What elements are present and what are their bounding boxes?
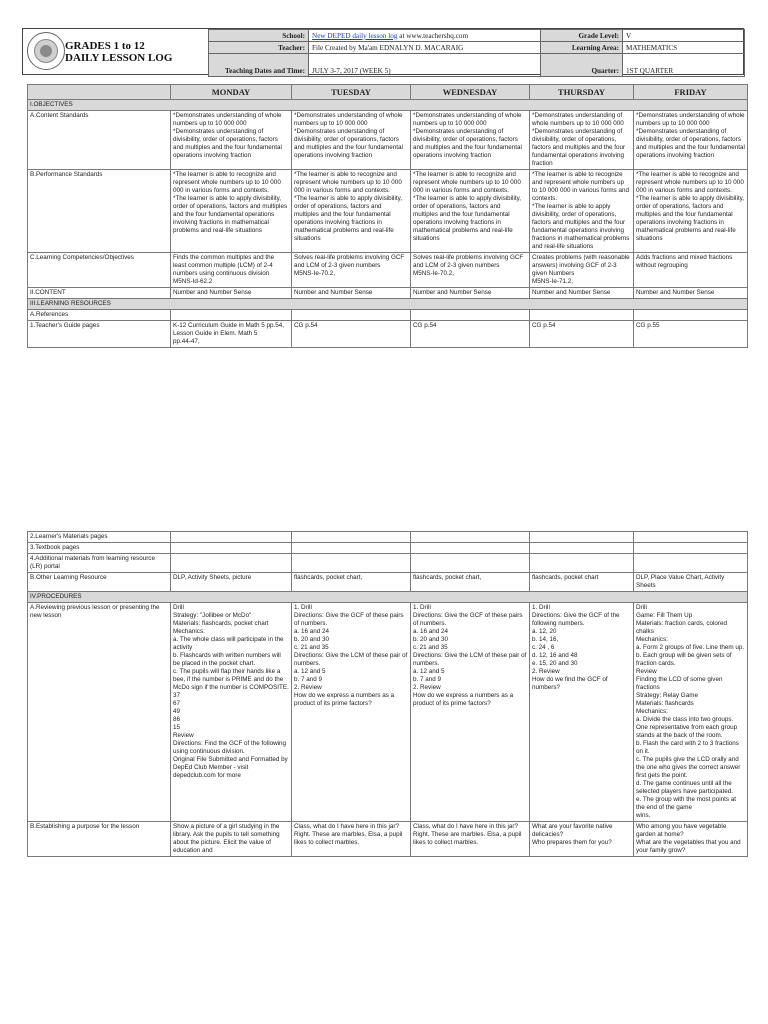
day-cell-tuesday: CG p.54 [292, 321, 411, 348]
deped-seal-icon [27, 32, 65, 70]
lesson-table-page-1 [27, 84, 748, 348]
row-label: II.CONTENT [28, 288, 171, 299]
day-cell-wednesday [411, 310, 530, 321]
table-row [28, 321, 748, 348]
day-cell-thursday: CG p.54 [530, 321, 634, 348]
table-row [28, 603, 748, 822]
table-row [28, 822, 748, 857]
teaching-dates-value: JULY 3-7, 2017 (WEEK 5) [309, 54, 541, 77]
day-cell-wednesday [411, 554, 530, 573]
day-cell-monday: *Demonstrates understanding of whole numbers up to 10 000 000 *Demonstrates understanding of divisibility, order of operations, factors and multiples and the four fundamental operations involving fraction [171, 111, 292, 170]
day-cell-wednesday: 1. Drill Directions: Give the GCF of these pairs of numbers. a. 16 and 24 b. 20 and 30 c. 21 and 35 Directions: Give the LCM of these pair of numbers. a. 12 and 5 b. 7 and 9 2. Review How do we express a numbers as a product of its prime factors? [411, 603, 530, 822]
day-cell-monday [171, 554, 292, 573]
row-label: 1.Teacher's Guide pages [28, 321, 171, 348]
day-cell-tuesday: flashcards, pocket chart, [292, 573, 411, 592]
table-row [28, 310, 748, 321]
day-cell-friday: Number and Number Sense [634, 288, 748, 299]
table-row [28, 554, 748, 573]
table-row [28, 532, 748, 543]
day-cell-monday [171, 532, 292, 543]
row-label: A.References [28, 310, 171, 321]
table-row [28, 288, 748, 299]
row-label: B.Performance Standards [28, 170, 171, 253]
table-row [28, 573, 748, 592]
day-cell-monday: Drill Strategy: "Jollibee or McDo" Materials: flashcards, pocket chart Mechanics: a. The whole class will participate in the activity b. Flashcards with written numbers will be placed in the pocket chart. c. The pupils will flap their hands like a bee, if the number is PRIME and do the McDo sign if the number is COMPOSITE. 37 67 49 86 15 Review Directions: Find the GCF of the following using continuous division. Original File Submitted and Formatted by DepEd Club Member - visit depedclub.com for more [171, 603, 292, 822]
learning-area-value: MATHEMATICS [623, 42, 745, 54]
day-cell-wednesday [411, 543, 530, 554]
day-header-thursday: THURSDAY [530, 85, 634, 100]
school-suffix: at www.teachershq.com [397, 31, 469, 40]
row-label: 3.Textbook pages [28, 543, 171, 554]
day-header-row [28, 85, 748, 100]
grade-level-value: V [623, 30, 745, 42]
table-row [28, 100, 748, 111]
corner-cell [28, 85, 171, 100]
day-header-wednesday: WEDNESDAY [411, 85, 530, 100]
day-cell-tuesday: *The learner is able to recognize and represent whole numbers up to 10 000 000 in various forms and contexts. *The learner is able to apply divisibility, order of operations, factors and multiples and the four fundamental operations involving fractions in mathematical problems and real-life situations [292, 170, 411, 253]
table-row [28, 111, 748, 170]
day-cell-friday: *Demonstrates understanding of whole numbers up to 10 000 000 *Demonstrates understanding of divisibility, order of operations, factors and multiples and the four fundamental operations involving fraction [634, 111, 748, 170]
day-cell-tuesday: *Demonstrates understanding of whole numbers up to 10 000 000 *Demonstrates understanding of divisibility, order of operations, factors and multiples and the four fundamental operations involving fraction [292, 111, 411, 170]
section-heading: IV.PROCEDURES [28, 592, 748, 603]
day-cell-wednesday: Solves real-life problems involving GCF and LCM of 2-3 given numbers M5NS-Ie-70.2, [411, 253, 530, 288]
day-cell-thursday [530, 310, 634, 321]
day-cell-friday [634, 310, 748, 321]
day-cell-thursday: What are your favorite native delicacies? Who prepares them for you? [530, 822, 634, 857]
row-label: B.Other Learning Resource [28, 573, 171, 592]
day-cell-friday [634, 532, 748, 543]
quarter-label: Quarter: [541, 54, 623, 77]
day-cell-thursday: *Demonstrates understanding of whole numbers up to 10 000 000 *Demonstrates understanding of divisibility, order of operations, factors and multiples and the four fundamental operations involving fraction [530, 111, 634, 170]
day-cell-tuesday: Number and Number Sense [292, 288, 411, 299]
day-cell-tuesday [292, 543, 411, 554]
lesson-table-page-2 [27, 531, 748, 857]
teacher-value: File Created by Ma'am EDNALYN D. MACARAIG [309, 42, 541, 54]
day-cell-friday [634, 543, 748, 554]
school-label: School: [209, 30, 309, 42]
day-header-friday: FRIDAY [634, 85, 748, 100]
day-cell-monday [171, 310, 292, 321]
day-cell-wednesday: CG p.54 [411, 321, 530, 348]
day-cell-thursday [530, 554, 634, 573]
teacher-label: Teacher: [209, 42, 309, 54]
row-label: A.Content Standards [28, 111, 171, 170]
table-row [28, 253, 748, 288]
day-cell-friday: DLP, Place Value Chart, Activity Sheets [634, 573, 748, 592]
day-cell-tuesday: Solves real-life problems involving GCF and LCM of 2-3 given numbers M5NS-Ie-70.2, [292, 253, 411, 288]
table-row [28, 170, 748, 253]
table-row [28, 543, 748, 554]
day-cell-thursday: *The learner is able to recognize and represent whole numbers up to 10 000 000 in various forms and contexts. *The learner is able to apply divisibility, order of operations, factors and multiples and the four fundamental operations involving fractions in mathematical problems and real-life situations [530, 170, 634, 253]
school-link[interactable]: New DEPED daily lesson log [312, 31, 398, 40]
day-cell-thursday: Number and Number Sense [530, 288, 634, 299]
lesson-log-header [22, 28, 744, 75]
day-cell-monday: DLP, Activity Sheets, picture [171, 573, 292, 592]
day-cell-friday [634, 554, 748, 573]
day-cell-monday: Show a picture of a girl studying in the library. Ask the pupils to tell something about the picture. Elicit the value of education and [171, 822, 292, 857]
day-cell-wednesday: Number and Number Sense [411, 288, 530, 299]
day-cell-friday: CG p.55 [634, 321, 748, 348]
document-title [65, 40, 172, 64]
day-cell-monday: K-12 Curriculum Guide in Math 5 pp.54, Lesson Guide in Elem. Math 5 pp.44-47, [171, 321, 292, 348]
row-label: 2.Learner's Materials pages [28, 532, 171, 543]
day-cell-wednesday: *The learner is able to recognize and represent whole numbers up to 10 000 000 in various forms and contexts. *The learner is able to apply divisibility, order of operations, factors and multiples and the four fundamental operations involving fractions in mathematical problems and real-life situations [411, 170, 530, 253]
day-header-monday: MONDAY [171, 85, 292, 100]
day-cell-monday: *The learner is able to recognize and represent whole numbers up to 10 000 000 in various forms and contexts. *The learner is able to apply divisibility, order of operations, factors and multiples and the four fundamental operations involving fractions in mathematical problems and real-life situations [171, 170, 292, 253]
title-line-2: DAILY LESSON LOG [65, 52, 173, 64]
row-label: B.Establishing a purpose for the lesson [28, 822, 171, 857]
day-cell-thursday: 1. Drill Directions: Give the GCF of the following numbers. a. 12, 20 b. 14, 16, c. 24 , 6 d. 12, 16 and 48 e. 15, 20 and 30 2. Review How do we find the GCF of numbers? [530, 603, 634, 822]
grade-level-label: Grade Level: [541, 30, 623, 42]
day-cell-tuesday: Class, what do I have here in this jar? Right. These are marbles. Elsa, a pupil likes to collect marbles. [292, 822, 411, 857]
day-cell-wednesday: *Demonstrates understanding of whole numbers up to 10 000 000 *Demonstrates understanding of divisibility, order of operations, factors and multiples and the four fundamental operations involving fraction [411, 111, 530, 170]
day-cell-thursday [530, 543, 634, 554]
day-cell-tuesday [292, 532, 411, 543]
school-value [309, 30, 541, 42]
day-cell-monday: Finds the common multiples and the least common multiple (LCM) of 2-4 numbers using continuous division M5NS-Id-62.2 [171, 253, 292, 288]
row-label: 4.Additional materials from learning resource (LR) portal [28, 554, 171, 573]
day-cell-thursday [530, 532, 634, 543]
day-cell-friday: Adds fractions and mixed fractions without regrouping [634, 253, 748, 288]
day-cell-tuesday: 1. Drill Directions: Give the GCF of these pairs of numbers. a. 16 and 24 b. 20 and 30 c. 21 and 35 Directions: Give the LCM of these pair of numbers. a. 12 and 5 b. 7 and 9 2. Review How do we express a numbers as a product of its prime factors? [292, 603, 411, 822]
day-cell-monday: Number and Number Sense [171, 288, 292, 299]
day-cell-friday: Drill Game: Fill Them Up Materials: fraction cards, colored chalks Mechanics: a. Form 2 groups of five. Line them up. b. Each group will be given sets of fraction cards. Review Finding the LCD of some given fractions Strategy: Relay Game Materials: flashcards Mechanics: a. Divide the class into two groups. One representative from each group stands at the back of the room. b. Flash the card with 2 to 3 fractions on it. c. The pupils give the LCD orally and the one who gives the correct answer first gets the point. d. The game continues until all the selected players have participated. e. The group with the most points at the end of the game wins. [634, 603, 748, 822]
quarter-value: 1ST QUARTER [623, 54, 745, 77]
day-cell-friday: *The learner is able to recognize and represent whole numbers up to 10 000 000 in various forms and contexts. *The learner is able to apply divisibility, order of operations, factors and multiples and the four fundamental operations involving fractions in mathematical problems and real-life situations [634, 170, 748, 253]
teaching-dates-label: Teaching Dates and Time: [209, 54, 309, 77]
day-cell-wednesday [411, 532, 530, 543]
day-cell-monday [171, 543, 292, 554]
day-cell-wednesday: flashcards, pocket chart, [411, 573, 530, 592]
day-cell-thursday: flashcards, pocket chart [530, 573, 634, 592]
day-header-tuesday: TUESDAY [292, 85, 411, 100]
section-heading: III.LEARNING RESOURCES [28, 299, 748, 310]
row-label: A.Reviewing previous lesson or presenting the new lesson [28, 603, 171, 822]
day-cell-thursday: Creates problems (with reasonable answers) involving GCF of 2-3 given Numbers M5NS-Ie-71.2, [530, 253, 634, 288]
title-line-1: GRADES 1 to 12 [65, 40, 145, 52]
day-cell-friday: Who among you have vegetable garden at home? What are the vegetables that you and your family grow? [634, 822, 748, 857]
section-heading: I.OBJECTIVES [28, 100, 748, 111]
table-row [28, 592, 748, 603]
learning-area-label: Learning Area: [541, 42, 623, 54]
day-cell-tuesday [292, 310, 411, 321]
day-cell-tuesday [292, 554, 411, 573]
table-row [28, 299, 748, 310]
row-label: C.Learning Competencies/Objectives [28, 253, 171, 288]
day-cell-wednesday: Class, what do I have here in this jar? Right. These are marbles. Elsa, a pupil likes to collect marbles. [411, 822, 530, 857]
header-info-table [208, 29, 745, 77]
